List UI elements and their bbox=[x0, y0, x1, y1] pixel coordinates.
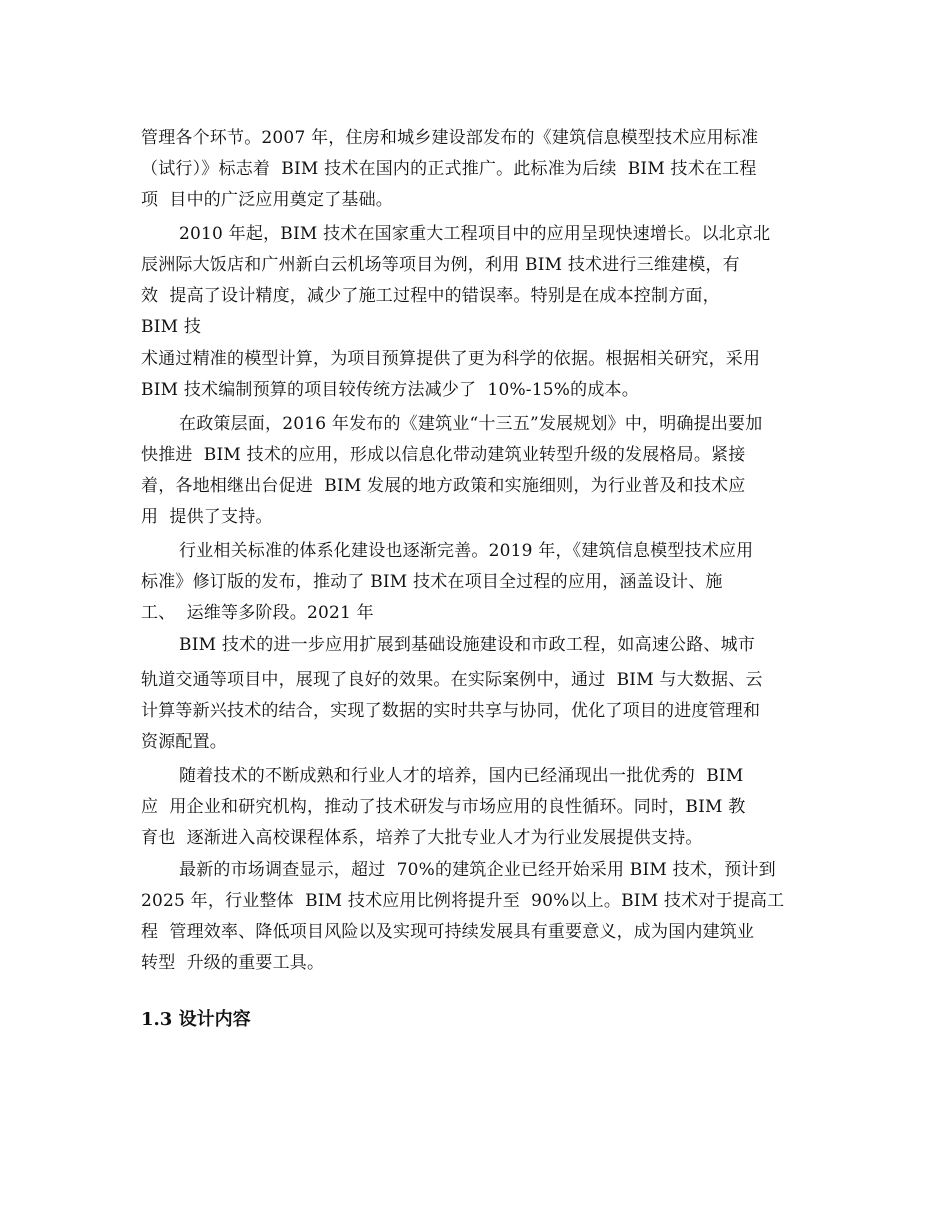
text-line: 用 提供了支持。 bbox=[141, 507, 273, 527]
text-line: 着，各地相继出台促进 BIM 发展的地方政策和实施细则，为行业普及和技术应 bbox=[141, 476, 746, 496]
text-line: 程 管理效率、降低项目风险以及实现可持续发展具有重要意义，成为国内建筑业 bbox=[141, 922, 755, 942]
paragraph-start-line: 最新的市场调查显示，超过 70%的建筑企业已经开始采用 BIM 技术，预计到 bbox=[179, 860, 776, 880]
text-line: 标准》修订版的发布，推动了 BIM 技术在项目全过程的应用，涵盖设计、施 bbox=[141, 572, 723, 592]
text-line: 管理各个环节。2007 年，住房和城乡建设部发布的《建筑信息模型技术应用标准 bbox=[141, 128, 759, 148]
text-line: 快推进 BIM 技术的应用，形成以信息化带动建筑业转型升级的发展格局。紧接 bbox=[141, 445, 746, 465]
text-line: 2025 年，行业整体 BIM 技术应用比例将提升至 90%以上。BIM 技术对于提高工 bbox=[141, 891, 785, 911]
text-line: 转型 升级的重要工具。 bbox=[141, 953, 325, 973]
section-heading: 1.3 设计内容 bbox=[141, 1009, 251, 1030]
paragraph-start-line: 行业相关标准的体系化建设也逐渐完善。2019 年，《建筑信息模型技术应用 bbox=[179, 541, 754, 561]
text-line: （试行）》标志着 BIM 技术在国内的正式推广。此标准为后续 BIM 技术在工程 bbox=[141, 159, 757, 179]
text-line: 资源配置。 bbox=[141, 732, 227, 752]
text-line: 计算等新兴技术的结合，实现了数据的实时共享与协同，优化了项目的进度管理和 bbox=[141, 701, 761, 721]
text-line: 轨道交通等项目中，展现了良好的效果。在实际案例中，通过 BIM 与大数据、云 bbox=[141, 670, 763, 690]
paragraph-start-line: 2010 年起，BIM 技术在国家重大工程项目中的应用呈现快速增长。以北京北 bbox=[179, 224, 771, 244]
text-line: 辰洲际大饭店和广州新白云机场等项目为例，利用 BIM 技术进行三维建模，有 bbox=[141, 255, 740, 275]
text-line: 项 目中的广泛应用奠定了基础。 bbox=[141, 190, 394, 210]
text-line: BIM 技术的进一步应用扩展到基础设施建设和市政工程，如高速公路、城市 bbox=[179, 635, 756, 655]
paragraph-start-line: 随着技术的不断成熟和行业人才的培养，国内已经涌现出一批优秀的 BIM bbox=[179, 766, 744, 786]
paragraph-start-line: 在政策层面，2016 年发布的《建筑业“十三五”发展规划》中，明确提出要加 bbox=[179, 414, 763, 434]
text-line: 术通过精准的模型计算，为项目预算提供了更为科学的依据。根据相关研究，采用 bbox=[141, 349, 761, 369]
text-line: BIM 技术编制预算的项目较传统方法减少了 10%-15%的成本。 bbox=[141, 380, 639, 400]
text-line: BIM 技 bbox=[141, 317, 202, 337]
text-line: 工、 运维等多阶段。2021 年 bbox=[141, 603, 374, 623]
text-line: 效 提高了设计精度，减少了施工过程中的错误率。特别是在成本控制方面， bbox=[141, 286, 720, 306]
text-line: 育也 逐渐进入高校课程体系，培养了大批专业人才为行业发展提供支持。 bbox=[141, 828, 703, 848]
text-line: 应 用企业和研究机构，推动了技术研发与市场应用的良性循环。同时，BIM 教 bbox=[141, 797, 746, 817]
